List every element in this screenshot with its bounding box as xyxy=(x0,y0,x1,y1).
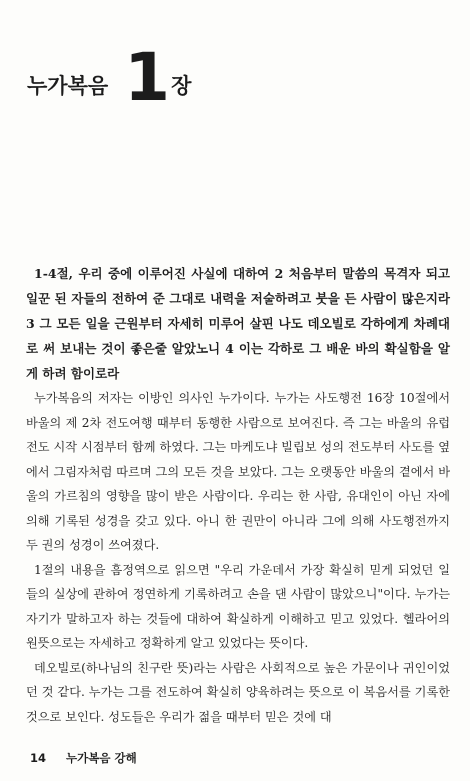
page-number: 14 xyxy=(30,751,47,765)
body-text xyxy=(26,261,450,729)
book-title: 누가복음 강해 xyxy=(66,751,137,765)
page-footer xyxy=(30,750,137,766)
commentary-paragraph: 1절의 내용을 흠정역으로 읽으면 "우리 가운데서 가장 확실히 믿게 되었던 일들의 실상에 관하여 정연하게 기록하려고 손을 댄 사람이 많았으니"이다. 누가는 자기가 말하고자 하는 것들에 대하여 확실하게 이해하고 믿고 있었다. 헬라어의 원뜻으로는 자세하고 정확하게 알고 있었다는 뜻이다. xyxy=(26,562,450,650)
scripture-passage: 1-4절, 우리 중에 이루어진 사실에 대하여 2 처음부터 말씀의 목격자 되고 일꾼 된 자들의 전하여 준 그대로 내력을 저술하려고 붓을 든 사람이 많은지라 3 그 모든 일을 근원부터 자세히 미루어 살핀 나도 데오빌로 각하에게 차례대로 써 보내는 것이 좋은줄 알았노니 4 이는 각하로 그 배운 바의 확실함을 알게 하려 함이로라 xyxy=(26,266,450,381)
chapter-suffix: 장 xyxy=(171,73,192,98)
chapter-heading xyxy=(27,39,192,116)
commentary-paragraph: 누가복음의 저자는 이방인 의사인 누가이다. 누가는 사도행전 16장 10절에서 바울의 제 2차 전도여행 때부터 동행한 사람으로 보여진다. 즉 그는 바울의 유럽 전도 시작 시점부터 함께 하였다. 그는 마케도냐 빌립보 성의 전도부터 사도를 옆에서 그림자처럼 따르며 그의 모든 것을 보았다. 그는 오랫동안 바울의 곁에서 바울의 가르침의 영향을 많이 받은 사람이다. 우리는 한 사람, 유대인이 아닌 자에 의해 기록된 성경을 갖고 있다. 아니 한 권만이 아니라 그에 의해 사도행전까지 두 권의 성경이 쓰여졌다. xyxy=(26,391,450,552)
chapter-number: 1 xyxy=(124,39,169,116)
chapter-book-name: 누가복음 xyxy=(27,73,109,98)
commentary-paragraph: 데오빌로(하나님의 친구란 뜻)라는 사람은 사회적으로 높은 가문이나 귀인이었던 것 같다. 누가는 그를 전도하여 확실히 양육하려는 뜻으로 이 복음서를 기록한 것으로 보인다. 성도들은 우리가 젊을 때부터 믿은 것에 대 xyxy=(26,660,450,724)
